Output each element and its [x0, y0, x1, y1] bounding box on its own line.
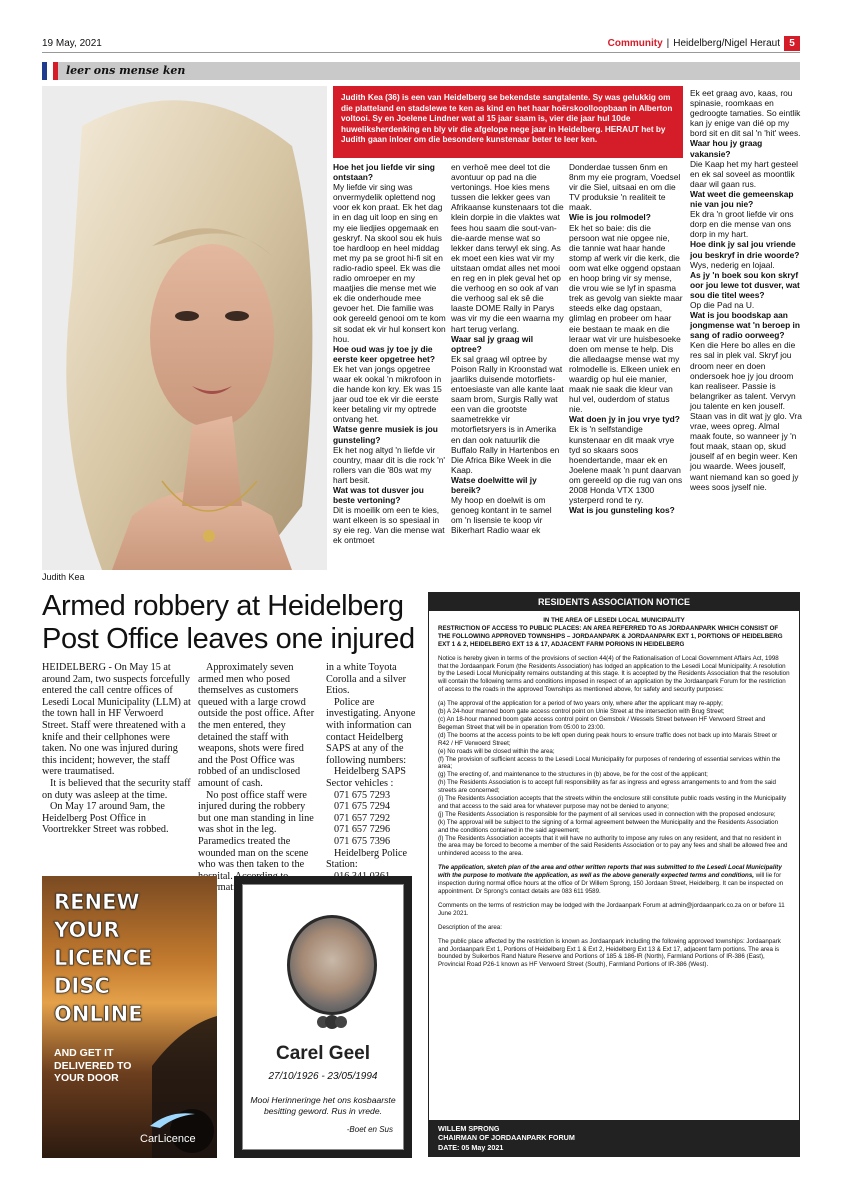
- saps-number: 071 657 7292: [334, 812, 391, 824]
- interview-column-1: [333, 162, 447, 572]
- interview-answer: Op die Pad na U.: [690, 299, 755, 310]
- interview-question: Wat is jou gunsteling kos?: [569, 505, 675, 516]
- notice-description: The public place affected by the restriction is known as Jordaanpark including the following approved townships: Jordaanpark and Jordaanpark Ext 1, Portions of Heidelberg Ext 1 & Ext 2, Heidelberg Ext 13 & Ext 17, adjacent farm portions. The area is bounded by Suikerbos Rand Nature Reserve and Portions of 185 & 186-IR (North), Farmland Portions of IR-386 (East), Provincial Road P26-1 known as HF Verwoerd Street (South), Farmland Portions of IR-386 (West).: [438, 937, 781, 969]
- interview-answer: My liefde vir sing was onvermydelik oplettend nog voor ek kon praat. Ek het dag in en dag uit loop en sing en my eie liedjies opgemaak en geskryf. Na skool sou ek huis toe hardloop en heel middag met my pa se groot hi-fi sit en radio-radio speel. Ek was die radio omroeper en my maatjies die mense met wie ek die onderhoude mee gevoer het. Die familie was ook gereeld genooi om te kom sit sodat ek vir hul konsert kon hou.: [333, 182, 446, 344]
- saps-label: Heidelberg SAPS Sector vehicles :: [326, 766, 406, 789]
- interview-question: Wat doen jy in jou vrye tyd?: [569, 414, 680, 425]
- news-column-2: [198, 662, 320, 894]
- saps-number: 071 675 7396: [334, 835, 391, 847]
- notice-date: DATE: 05 May 2021: [438, 1142, 504, 1152]
- interview-answer: Ek eet graag avo, kaas, rou spinasie, roomkaas en gedroogte tamaties. So eintlik kan jy enige van dié op my bord sit en dit sal 'n 'hit' wees.: [690, 88, 801, 139]
- carlicence-logo-text: CarLicence: [140, 1133, 196, 1145]
- news-paragraph: in a white Toyota Corolla and a silver Etios.: [326, 662, 407, 697]
- interview-question: Hoe dink jy sal jou vriende jou beskryf in drie woorde?: [690, 239, 800, 260]
- page-header-right: [608, 36, 800, 51]
- advert-line: DISC: [54, 974, 110, 998]
- notice-item: (d) The booms at the access points to be left open during peak hours to ensure traffic does not back up into Marais Street or R42 / HF Verwoerd Street;: [438, 731, 778, 747]
- news-paragraph: On May 17 around 9am, the Heidelberg Post Office in Voortrekker Street was robbed.: [42, 801, 169, 836]
- obituary-frame: [242, 884, 404, 1150]
- interview-question: Hoe oud was jy toe jy die eerste keer opgetree het?: [333, 343, 435, 364]
- notice-desc-label: Description of the area:: [438, 923, 502, 931]
- advert-sub: DELIVERED TO: [54, 1059, 132, 1072]
- page-date: 19 May, 2021: [42, 38, 102, 49]
- section-name: Community: [607, 38, 663, 49]
- news-paragraph: It is believed that the security staff on duty was asleep at the time.: [42, 777, 191, 801]
- application-bold: The application, sketch plan of the area and other written reports that was submitted to the Lesedi Local Municipality with the purpose to motivate the application, as well as the above generally expected terms and conditions,: [438, 864, 782, 880]
- advert-subline: [54, 1047, 131, 1085]
- notice-item: (a) The approval of the application for a period of two years only, where after the applicant may re-apply;: [438, 700, 723, 708]
- application-rest: will lie for inspection during normal office hours at the office of Dr Willem Sprong, 150 Jordaan Street, Heidelberg. It can be inspected on appointment. Dr Sprong's contact details are 083 611 9589.: [438, 872, 784, 895]
- news-column-1: [42, 662, 192, 862]
- news-column-3: [326, 662, 424, 871]
- interview-question: Wat was tot dusver jou beste vertoning?: [333, 485, 424, 506]
- residents-notice: [428, 592, 800, 1157]
- publication-name: Heidelberg/Nigel Heraut: [673, 38, 780, 49]
- interview-question: Wie is jou rolmodel?: [569, 212, 651, 223]
- notice-comments: Comments on the terms of restriction may be lodged with the Jordaanpark Forum at admin@jordaanpark.co.za on or before 11 June 2021.: [438, 901, 785, 917]
- notice-application: [438, 864, 790, 896]
- feature-photo: [42, 86, 327, 570]
- interview-column-4: [690, 88, 802, 582]
- interview-question: Waar sal jy graag wil optree?: [451, 333, 534, 354]
- saps-number: 071 675 7293: [334, 789, 391, 801]
- saps-number: 071 657 7296: [334, 824, 391, 836]
- carlicence-logo: [140, 1108, 200, 1145]
- interview-column-2: [451, 162, 565, 582]
- police-label: Heidelberg Police Station:: [326, 847, 408, 871]
- interview-question: Wat weet die gemeenskap nie van jou nie?: [690, 188, 794, 210]
- interview-answer: Dit is moeilik om een te kies, want elkeen is so spesiaal in sy eie reg. Van die mense wat ek ontmoet: [333, 505, 445, 546]
- news-paragraph: No post office staff were injured during the robbery but one man standing in line was shot in the leg. Paramedics treated the wounded man on the scene who was then taken to the information,: [198, 789, 314, 894]
- notice-item: (f) The provision of sufficient access to the Lesedi Local Municipality for purposes of rendering of essential services within the area;: [438, 755, 781, 771]
- section-band-title: leer ons mense ken: [66, 64, 186, 77]
- carlicence-swirl-icon: [140, 1108, 200, 1130]
- notice-item: (e) No roads will be closed within the area;: [438, 747, 555, 755]
- notice-heading: IN THE AREA OF LESEDI LOCAL MUNICIPALITY: [543, 617, 685, 624]
- interview-question: As jy 'n boek sou kon skryf oor jou lewe tot dusver, wat sou die titel wees?: [690, 269, 800, 300]
- notice-item: (c) An 18-hour manned boom gate access control point on Gemsbok / Wessels Street between HF Verwoerd Street and Begeman Street that will be in operation from 05:00 to 23:00.: [438, 715, 766, 731]
- obituary-signature: -Boet en Sus: [346, 1125, 393, 1134]
- notice-signature: [429, 1120, 799, 1156]
- notice-item: (k) The approval will be subject to the signing of a formal agreement between the Municipality and the Residents Association and the conditions contained in the said agreement;: [438, 818, 779, 834]
- signatory-name: WILLEM SPRONG: [438, 1124, 500, 1133]
- advert-line: LICENCE: [54, 946, 153, 970]
- interview-answer: Ken die Here bo alles en die res sal in plek val. Skryf jou droom neer en doen ondersoek hoe jy jou droom kan realiseer. Passie is belangriker as talent. Vervyn jou talente en ken jouself. Staan vas in dit wat jy glo. Vra vrae, wees opreg. Almal maak foute, so wanneer jy 'n fout maak, staan op, skud jouself af en begin weer. Ken jou waarde. Wees jouself, want niemand kan so goed jy wees soos jyself nie.: [690, 340, 802, 492]
- interview-answer: My hoop en doelwit is om genoeg kontant in te samel om 'n lisensie te koop vir Bikerhart Radio waar ek: [451, 495, 552, 536]
- signatory-title: CHAIRMAN OF JORDAANPARK FORUM: [438, 1133, 575, 1143]
- obituary-message: Mooi Herinneringe het ons kosbaarste besitting geword. Rus in vrede.: [250, 1095, 396, 1116]
- obituary-dates: 27/10/1926 - 23/05/1994: [268, 1071, 378, 1082]
- news-paragraph: Police are investigating. Anyone with information can contact Heidelberg SAPS at any of the following numbers:: [326, 696, 416, 766]
- advert-line: YOUR: [54, 918, 120, 942]
- feature-intro: Judith Kea (36) is een van Heidelberg se bekendste sangtalente. Sy was gelukkig om die platteland en stadslewe te ken as kind en het haar hoërskoolloopbaan in Alberton voltooi. Sy en Joelene Lindner wat al 15 jaar saam is, vier die jaar hul 10de huweliksherdenking en bly vir die afgelope nege jaar in Heidelberg. HERAUT het by Judith gaan inloer om die besondere kunstenaar beter te leer ken.: [333, 86, 683, 158]
- notice-item: (b) A 24-hour manned boom gate access control point on Unie Street at the intersection with Brug Street;: [438, 708, 725, 716]
- interview-question: Wat is jou boodskap aan jongmense wat 'n beroep in sang of radio oorweeg?: [690, 310, 800, 341]
- notice-body: [429, 611, 799, 981]
- saps-number: 071 675 7294: [334, 801, 391, 813]
- interview-column-3: [569, 162, 683, 582]
- interview-question: Watse doelwitte wil jy bereik?: [451, 474, 537, 495]
- interview-answer: en verhoë mee deel tot die avontuur op pad na die vertonings. Hoe kies mens tussen die lekker gees van Afrikaanse kunstenaars tot die klein dorpie in die vlaktes wat fees hou saam die sout-van-die-aarde mense wat so lekker dans terwyl ek sing. As ek moet een kies wat vir my uitstaan omdat alles net mooi en reg en in plek geval het op die verhoog en so ook af van die verhoog sal ek sê die laaste DOME Rally in Parys was vir my die een waarna my hart terug verlang.: [451, 162, 564, 334]
- interview-answer: Ek sal graag wil optree by Poison Rally in Kroonstad wat jaarliks duisende motorfiets-entoesiaste van alle kante laat saam brom, Surgis Rally wat een van die grootste saametrekke vir motorfietsryers is in Amerika en dan ook natuurlik die Buffalo Rally in Hartenbos en Die Africa Bike Week in die Kaap.: [451, 353, 564, 475]
- obituary-name: Carel Geel: [276, 1043, 370, 1064]
- interview-answer: Ek is 'n selfstandige kunstenaar en dit maak vrye tyd so skaars soos hoendertande, maar ek en Joelene maak 'n punt daarvan om gereeld op die rug van ons 2008 Honda VTX 1300 ysterperd rond te ry.: [569, 424, 683, 506]
- interview-answer: Donderdae tussen 6nm en 8nm my eie program, Voedsel vir die Siel, uitsaai en om die TV produksie 'n realiteit te maak.: [569, 162, 681, 213]
- notice-intro: Notice is hereby given in terms of the provisions of section 44(4) of the Rationalisation of Local Government Affairs Act, 1998 that the Jordaanpark Forum (the Residents Association) has lodged an application to the Lesedi Local Municipality. A resolution by the Lesedi Local Municipality remains outstanding at this stage. It is accepted by the Residents Association that the resolution will contain the following terms and conditions imposed in respect of an application by the Jordaanpark Forum for the restriction of access to the roads in the approved Townships as mentioned above, for safety and security purposes:: [438, 654, 790, 694]
- interview-question: Waar hou jy graag vakansie?: [690, 138, 763, 159]
- news-headline: Armed robbery at Heidelberg Post Office leaves one injured: [42, 590, 415, 655]
- notice-item: (i) The Residents Association accepts that the streets within the enclosure still constitute public roads vesting in the Municipality and that access to the said area for whatever purpose may not be denied to anyone;: [438, 795, 787, 810]
- section-band: [58, 62, 800, 80]
- interview-answer: Ek het so baie: dis die persoon wat nie opgee nie, die tannie wat haar hande stomp af werk vir die kerk, die oom wat elke oggend opstaan en hoop bring vir sy mense, die vrou wie se lyf in spasma trek as gevolg van siekte maar steeds elke dag opstaan, glimlag en probeer om haar eie bestaan te maak en die leraar wat vir ure huisbesoeke doen om mense te help. Dis die alledaagse mense wat my rolmodelle is. Elkeen uniek en waardig op hul eie manier, maak nie saak die kleur van hul vel, ouderdom of status nie.: [569, 222, 683, 415]
- interview-answer: Wys, nederig en lojaal.: [690, 259, 775, 270]
- obituary-notice: [234, 876, 412, 1158]
- advert-sub: AND GET IT: [54, 1047, 114, 1059]
- advert-line: RENEW: [54, 890, 140, 914]
- notice-item: (g) The erecting of, and maintenance to the structures in (b) above, be for the cost of the applicant;: [438, 771, 708, 779]
- obituary-photo: [287, 915, 377, 1015]
- licence-advert[interactable]: [42, 876, 217, 1158]
- notice-item: (j) The Residents Association is responsible for the payment of all services used in connection with the proposed enclosure;: [438, 810, 776, 818]
- portrait-illustration: [42, 86, 327, 570]
- photo-caption: Judith Kea: [42, 572, 85, 582]
- news-paragraph: Approximately seven armed men who posed themselves as customers queued with a large crowd outside the post office. After the men entered, they detained the staff with weapons, shots were fired and the Post Office was robbed of an undisclosed amount of cash.: [198, 662, 315, 789]
- interview-question: Watse genre musiek is jou gunsteling?: [333, 424, 438, 445]
- notice-title: RESIDENTS ASSOCIATION NOTICE: [429, 593, 799, 611]
- header-rule: [42, 52, 800, 53]
- interview-answer: Die Kaap het my hart gesteel en ek sal soveel as moontlik daar wil gaan rus.: [690, 158, 799, 189]
- flag-icon: [42, 62, 58, 80]
- advert-line: ONLINE: [54, 1002, 143, 1026]
- advert-sub: YOUR DOOR: [54, 1072, 119, 1084]
- rose-icon: [313, 1013, 351, 1031]
- interview-answer: Ek dra 'n groot liefde vir ons dorp en die mense van ons dorp in my hart.: [690, 209, 794, 240]
- interview-answer: Ek het nog altyd 'n liefde vir country, maar dit is die rock 'n' rollers van die '80s wat my hart besit.: [333, 444, 445, 485]
- interview-question: Hoe het jou liefde vir sing ontstaan?: [333, 162, 435, 183]
- notice-subheading: RESTRICTION OF ACCESS TO PUBLIC PLACES: AN AREA REFERRED TO AS JORDAANPARK WHICH CONSIST OF THE FOLLOWING APPROVED TOWNSHIPS – JORDAANPARK & JORDAANPARK EXT 1, PORTIONS OF HEIDELBERG EXT 1 & 2, HEIDELBERG EXT 13 & 17, ADJACENT FARM PORIONS IN HEIDELBERG: [438, 624, 783, 648]
- page-number: 5: [784, 36, 800, 51]
- notice-item: (h) The Residents Association is to accept full responsibility as far as ingress and egress arrangements to and from the said streets are concerned;: [438, 779, 776, 795]
- notice-item: (l) The Residents Association accepts that it will have no authority to impose any rules on any resident, and that no resident in the area may be forced to become a member of the said Residents Association or to pay any fees and shall be allowed free and unhindered access to the area.: [438, 834, 788, 858]
- header-separator: |: [666, 38, 670, 49]
- news-paragraph: HEIDELBERG - On May 15 at around 2am, two suspects forcefully entered the call centre offices of Lesedi Local Municipality (LLM) at the town hall in HF Verwoerd Street. Staff were threatened with a knife and their cellphones were taken. No one was injured during this incident; however, the staff were traumatised.: [42, 662, 191, 778]
- advert-headline: [54, 888, 152, 1028]
- interview-answer: Ek het van jongs opgetree waar ek ookal 'n mikrofoon in die hande kon kry. Ek was 15 jaar oud toe ek vir die eerste keer betaling vir my optrede ontvang het.: [333, 363, 442, 425]
